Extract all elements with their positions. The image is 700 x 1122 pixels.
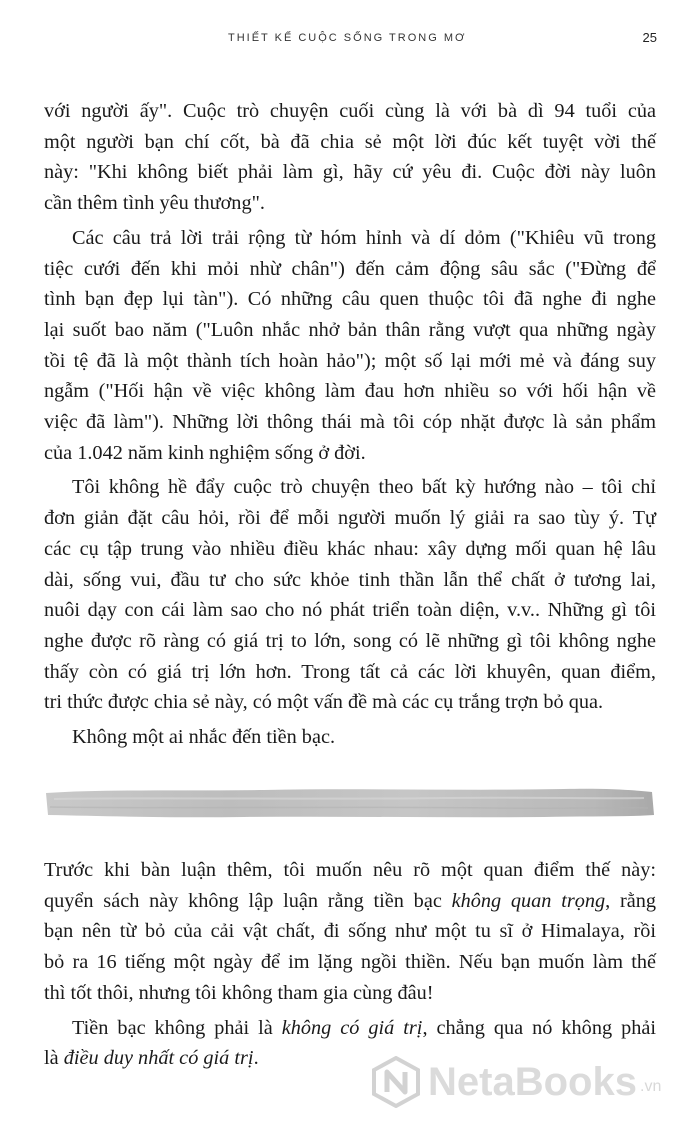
emphasis-text: điều duy nhất có giá trị	[63, 1047, 254, 1070]
page-number: 25	[642, 30, 657, 45]
text-line: dài, sống vui, đầu tư cho sức khỏe tinh thần lẫn thể chất ở tương lai,	[44, 568, 656, 591]
text-line: việc đã làm"). Những lời thông thái mà tôi cóp nhặt được là sản phẩm	[44, 411, 656, 434]
running-header	[0, 32, 700, 52]
netabooks-logo-icon	[370, 1056, 422, 1108]
text-line: là điều duy nhất có giá trị.	[44, 1047, 259, 1070]
paragraph-4	[44, 722, 656, 753]
text-line: Không một ai nhắc đến tiền bạc.	[72, 726, 336, 749]
text-line: lại suốt bao năm ("Luôn nhắc nhở bản thân rằng vượt qua những ngày	[44, 318, 656, 341]
text-line: nghe được rõ ràng có giá trị to lớn, song có lẽ những gì tôi không nghe	[44, 629, 656, 652]
text-line: Tôi không hề đẩy cuộc trò chuyện theo bất kỳ hướng nào – tôi chỉ	[72, 476, 656, 499]
running-title: THIẾT KẾ CUỘC SỐNG TRONG MƠ	[228, 32, 467, 44]
text-line: các cụ tập trung vào nhiều điều khác nhau: xây dựng mối quan hệ lâu	[44, 537, 656, 560]
brush-stroke-divider	[44, 785, 656, 821]
text-line: thấy còn có giá trị lớn hơn. Trong tất cả các lời khuyên, quan điểm,	[44, 660, 656, 683]
paragraph-5	[44, 855, 656, 1009]
emphasis-text: không quan trọng	[451, 889, 606, 912]
text-line: này: "Khi không biết phải làm gì, hãy cứ yêu đi. Cuộc đời này luôn	[44, 161, 656, 184]
text-line: đơn giản đặt câu hỏi, rồi để mỗi người muốn lý giải ra sao tùy ý. Tự	[44, 507, 656, 530]
text-line: Các câu trả lời trải rộng từ hóm hỉnh và dí dỏm ("Khiêu vũ trong	[72, 226, 656, 249]
body-text-section-1	[44, 96, 656, 757]
paragraph-3	[44, 472, 656, 718]
watermark-suffix: .vn	[640, 1078, 662, 1095]
text-line: Trước khi bàn luận thêm, tôi muốn nêu rõ một quan điểm thế này:	[44, 859, 656, 881]
paragraph-1	[44, 96, 656, 219]
text-line: tồi tệ đã là một thành tích hoàn hảo"); một số lại mới mẻ và đáng suy	[44, 349, 656, 372]
text-line: quyển sách này không lập luận rằng tiền bạc không quan trọng, rằng	[44, 889, 657, 912]
body-text-section-2	[44, 855, 656, 1078]
emphasis-text: không có giá trị	[281, 1016, 423, 1039]
paragraph-2	[44, 223, 656, 469]
text-line: ngẫm ("Hối hận về việc không làm đau hơn nhiều so với hối hận về	[44, 380, 656, 403]
watermark-brand: NetaBooks	[428, 1060, 637, 1104]
text-line: tri thức được chia sẻ này, có một vấn đề mà các cụ trắng trợn bỏ qua.	[44, 691, 604, 714]
text-line: nuôi dạy con cái làm sao cho nó phát triển toàn diện, v.v.. Những gì tôi	[44, 599, 656, 622]
text-line: một người bạn chí cốt, bà đã chia sẻ một lời đúc kết tuyệt vời thế	[44, 130, 656, 153]
text-line: bạn nên từ bỏ của cải vật chất, đi sống như một tu sĩ ở Himalaya, rồi	[44, 920, 656, 943]
text-line: Tiền bạc không phải là không có giá trị, chẳng qua nó không phải	[72, 1016, 656, 1039]
publisher-watermark	[370, 1052, 690, 1112]
text-line: cần thêm tình yêu thương".	[44, 192, 265, 215]
text-line: thì tốt thôi, nhưng tôi không tham gia cùng đâu!	[44, 981, 434, 1004]
text-line: bỏ ra 16 tiếng một ngày để im lặng ngồi thiền. Nếu bạn muốn làm thế	[44, 951, 656, 974]
text-line: tiệc cưới đến khi mỏi nhừ chân") đến cảm động sâu sắc ("Đừng để	[44, 257, 656, 280]
text-line: của 1.042 năm kinh nghiệm sống ở đời.	[44, 441, 366, 464]
text-line: tình bạn đẹp lụi tàn"). Có những câu quen thuộc tôi đã nghe đi nghe	[44, 288, 656, 311]
text-line: với người ấy". Cuộc trò chuyện cuối cùng là với bà dì 94 tuổi của	[44, 100, 656, 122]
